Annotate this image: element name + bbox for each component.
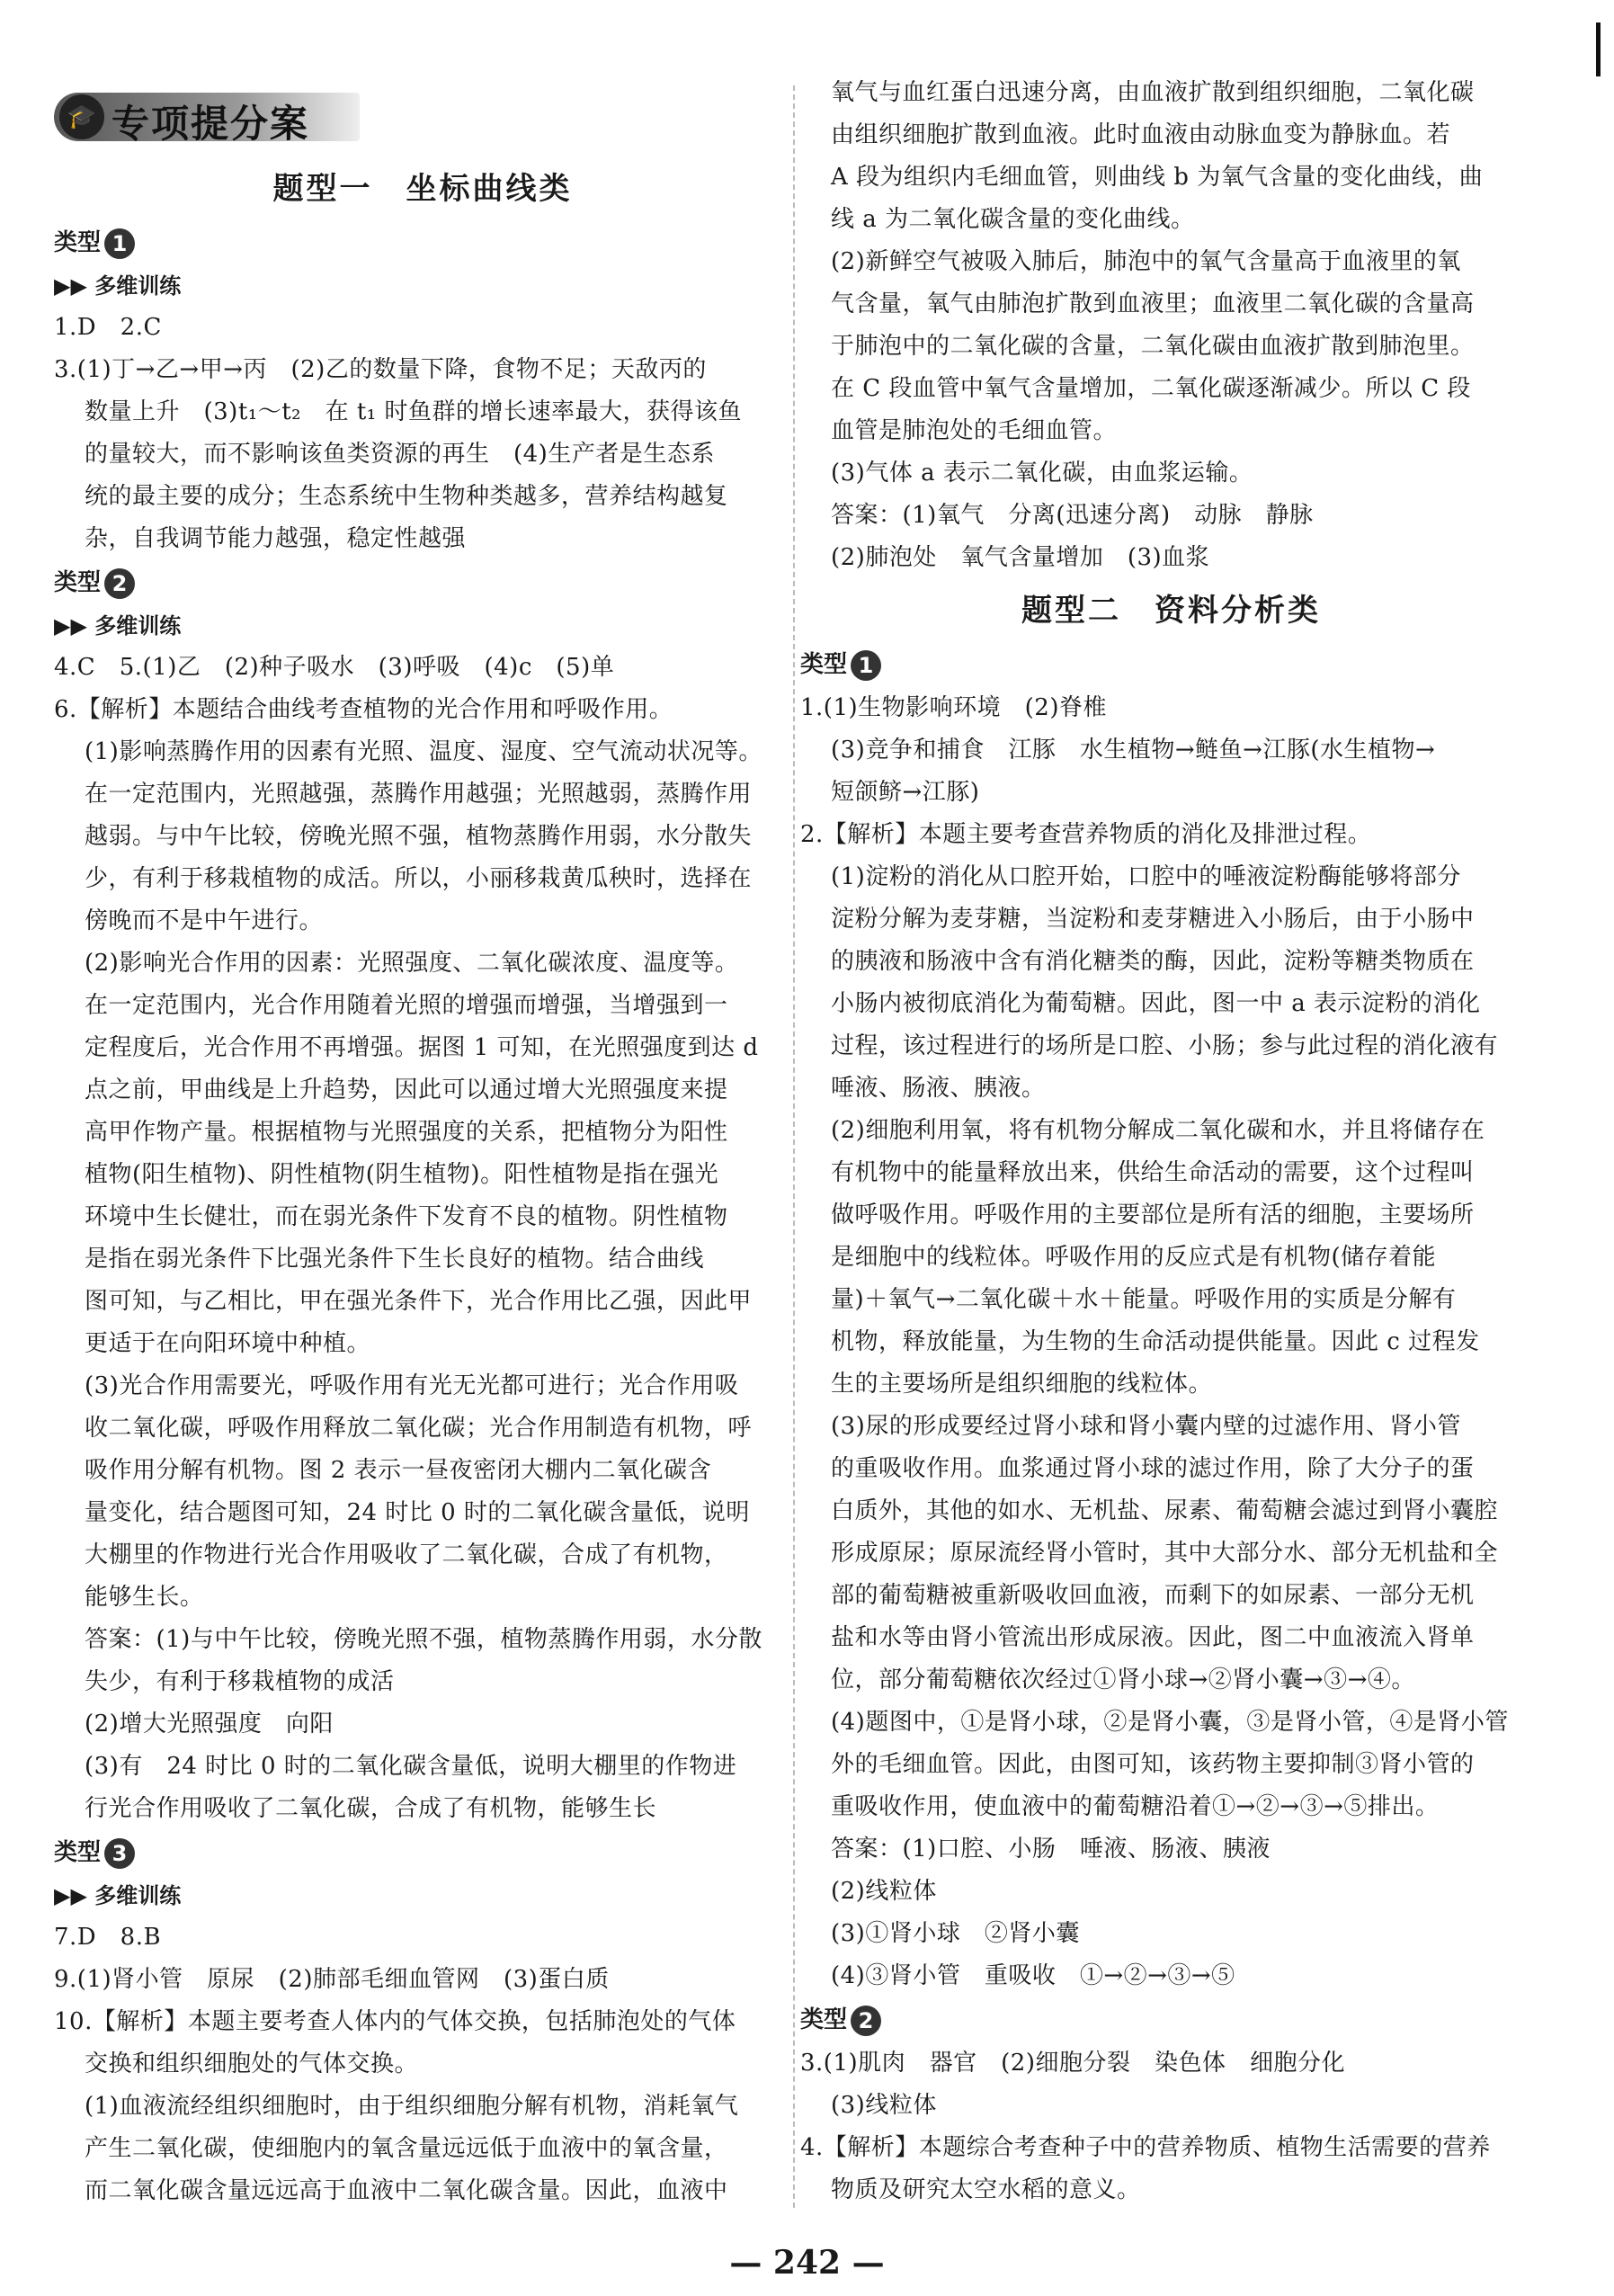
type-heading-2 — [54, 560, 791, 605]
type-number: 1 — [851, 650, 881, 681]
text-line: 生的主要场所是组织细胞的线粒体。 — [831, 1371, 1213, 1398]
answer-line: 答案：(1)与中午比较，傍晚光照不强，植物蒸腾作用弱，水分散 — [85, 1626, 762, 1653]
text-line: (1)淀粉的消化从口腔开始，口腔中的唾液淀粉酶能够将部分 — [831, 863, 1461, 890]
double-arrow-icon: ▶▶ — [54, 1883, 95, 1908]
text-line: 的胰液和肠液中含有消化糖类的酶，因此，淀粉等糖类物质在 — [831, 948, 1475, 975]
text-line: 形成原尿；原尿流经肾小管时，其中大部分水、部分无机盐和全 — [831, 1540, 1499, 1567]
text-line: (2)肺泡处 氧气含量增加 (3)血浆 — [831, 544, 1210, 571]
text-line: 白质外，其他的如水、无机盐、尿素、葡萄糖会滤过到肾小囊腔 — [831, 1497, 1499, 1524]
text-line: 收二氧化碳，呼吸作用释放二氧化碳；光合作用制造有机物，呼 — [85, 1415, 753, 1442]
text-line: 3.(1)肌肉 器官 (2)细胞分裂 染色体 细胞分化 — [800, 2050, 1345, 2077]
text-line: 量)＋氧气→二氧化碳＋水＋能量。呼吸作用的实质是分解有 — [831, 1286, 1457, 1313]
text-line: 植物(阳生植物)、阴性植物(阴生植物)。阳性植物是指在强光 — [85, 1161, 719, 1188]
type-label: 类型 — [800, 2006, 848, 2033]
type-heading-1 — [800, 642, 1542, 687]
type-heading-1 — [54, 220, 791, 265]
text-line: (3)①肾小球 ②肾小囊 — [831, 1920, 1080, 1947]
text-line: 机物，释放能量，为生物的生命活动提供能量。因此 c 过程发 — [831, 1328, 1480, 1355]
section-title-1: 题型一 坐标曲线类 — [272, 171, 573, 207]
text-line: 量变化，结合题图可知，24 时比 0 时的二氧化碳含量低，说明 — [85, 1499, 750, 1526]
text-line: 血管是肺泡处的毛细血管。 — [831, 417, 1118, 444]
type-heading-3 — [54, 1830, 791, 1875]
text-line: 小肠内被彻底消化为葡萄糖。因此，图一中 a 表示淀粉的消化 — [831, 990, 1481, 1017]
edge-rule — [1596, 22, 1601, 76]
double-arrow-icon: ▶▶ — [54, 273, 95, 299]
training-label: 多维训练 — [94, 1883, 182, 1908]
banner-title: 专项提分案 — [111, 102, 310, 146]
text-line: (3)光合作用需要光，呼吸作用有光无光都可进行；光合作用吸 — [85, 1372, 739, 1399]
text-line: 1.(1)生物影响环境 (2)脊椎 — [800, 694, 1107, 721]
text-line: 淀粉分解为麦芽糖，当淀粉和麦芽糖进入小肠后，由于小肠中 — [831, 906, 1475, 933]
training-label: 多维训练 — [94, 273, 182, 299]
text-line: 重吸收作用，使血液中的葡萄糖沿着①→②→③→⑤排出。 — [831, 1793, 1440, 1820]
text-line: 是细胞中的线粒体。呼吸作用的反应式是有机物(储存着能 — [831, 1244, 1437, 1271]
text-line: 在一定范围内，光照越强，蒸腾作用越强；光照越弱，蒸腾作用 — [85, 781, 753, 808]
text-line: (4)题图中，①是肾小球，②是肾小囊，③是肾小管，④是肾小管 — [831, 1709, 1509, 1736]
text-line: 2.【解析】本题主要考查营养物质的消化及排泄过程。 — [800, 821, 1372, 848]
text-line: 由组织细胞扩散到血液。此时血液由动脉血变为静脉血。若 — [831, 121, 1451, 148]
type-label: 类型 — [54, 1839, 102, 1866]
text-line: 而二氧化碳含量远远高于血液中二氧化碳含量。因此，血液中 — [85, 2177, 728, 2204]
page-number: — 242 — — [729, 2244, 885, 2282]
text-line: 在 C 段血管中氧气含量增加，二氧化碳逐渐减少。所以 C 段 — [831, 375, 1471, 402]
text-line: 交换和组织细胞处的气体交换。 — [85, 2050, 419, 2077]
text-line: 点之前，甲曲线是上升趋势，因此可以通过增大光照强度来提 — [85, 1077, 728, 1103]
text-line: 图可知，与乙相比，甲在强光条件下，光合作用比乙强，因此甲 — [85, 1288, 753, 1315]
text-line: 短颌鲚→江豚) — [831, 779, 980, 806]
text-line: (2)新鲜空气被吸入肺后，肺泡中的氧气含量高于血液里的氧 — [831, 248, 1461, 275]
text-line: 盐和水等由肾小管流出形成尿液。因此，图二中血液流入肾单 — [831, 1624, 1475, 1651]
training-heading — [54, 605, 791, 647]
type-number: 2 — [104, 568, 135, 599]
type-label: 类型 — [54, 229, 102, 256]
text-line: (3)竞争和捕食 江豚 水生植物→鲢鱼→江豚(水生植物→ — [831, 737, 1436, 764]
text-line: 行光合作用吸收了二氧化碳，合成了有机物，能够生长 — [85, 1795, 657, 1822]
text-line: 的重吸收作用。血浆通过肾小球的滤过作用，除了大分子的蛋 — [831, 1455, 1475, 1482]
section-title-2: 题型二 资料分析类 — [1021, 593, 1321, 629]
text-line: (4)③肾小管 重吸收 ①→②→③→⑤ — [831, 1962, 1235, 1989]
text-line: 物质及研究太空水稻的意义。 — [831, 2176, 1141, 2203]
text-line: 4.C 5.(1)乙 (2)种子吸水 (3)呼吸 (4)c (5)单 — [54, 654, 615, 681]
text-line: 能够生长。 — [85, 1584, 204, 1611]
text-line: 气含量，氧气由肺泡扩散到血液里；血液里二氧化碳的含量高 — [831, 290, 1475, 317]
text-line: 是指在弱光条件下比强光条件下生长良好的植物。结合曲线 — [85, 1246, 705, 1273]
left-column — [54, 85, 791, 2212]
graduation-cap-icon: 🎓 — [59, 94, 104, 139]
text-line: 线 a 为二氧化碳含量的变化曲线。 — [831, 206, 1195, 233]
text-line: 7.D 8.B — [54, 1924, 162, 1951]
text-line: A 段为组织内毛细血管，则曲线 b 为氧气含量的变化曲线，曲 — [831, 164, 1484, 191]
text-line: 部的葡萄糖被重新吸收回血液，而剩下的如尿素、一部分无机 — [831, 1582, 1475, 1609]
right-column — [800, 79, 1542, 2211]
text-line: 9.(1)肾小管 原尿 (2)肺部毛细血管网 (3)蛋白质 — [54, 1966, 610, 1993]
double-arrow-icon: ▶▶ — [54, 613, 95, 639]
text-line: 定程度后，光合作用不再增强。据图 1 可知，在光照强度到达 d — [85, 1034, 759, 1061]
text-line: 6.【解析】本题结合曲线考查植物的光合作用和呼吸作用。 — [54, 696, 673, 723]
text-line: 位，部分葡萄糖依次经过①肾小球→②肾小囊→③→④。 — [831, 1666, 1415, 1693]
text-line: 唾液、肠液、胰液。 — [831, 1075, 1046, 1102]
text-line: 做呼吸作用。呼吸作用的主要部位是所有活的细胞，主要场所 — [831, 1202, 1475, 1228]
type-number: 2 — [851, 2006, 881, 2036]
text-line: (3)尿的形成要经过肾小球和肾小囊内壁的过滤作用、肾小管 — [831, 1413, 1461, 1440]
text-line: 吸作用分解有机物。图 2 表示一昼夜密闭大棚内二氧化碳含 — [85, 1457, 712, 1484]
text-line: (3)有 24 时比 0 时的二氧化碳含量低，说明大棚里的作物进 — [85, 1753, 737, 1780]
text-line: (1)影响蒸腾作用的因素有光照、温度、湿度、空气流动状况等。 — [85, 738, 762, 765]
answer-line: 答案：(1)口腔、小肠 唾液、肠液、胰液 — [831, 1836, 1271, 1863]
text-line: 4.【解析】本题综合考查种子中的营养物质、植物生活需要的营养 — [800, 2134, 1491, 2161]
text-line: 10.【解析】本题主要考查人体内的气体交换，包括肺泡处的气体 — [54, 2008, 736, 2035]
text-line: 越弱。与中午比较，傍晚光照不强，植物蒸腾作用弱，水分散失 — [85, 823, 753, 850]
text-line: 失少，有利于移栽植物的成活 — [85, 1668, 395, 1695]
text-line: 外的毛细血管。因此，由图可知，该药物主要抑制③肾小管的 — [831, 1751, 1475, 1778]
answer-line: 答案：(1)氧气 分离(迅速分离) 动脉 静脉 — [831, 502, 1314, 529]
type-heading-2 — [800, 1997, 1542, 2042]
text-line: 环境中生长健壮，而在弱光条件下发育不良的植物。阴性植物 — [85, 1203, 728, 1230]
text-line: 大棚里的作物进行光合作用吸收了二氧化碳，合成了有机物， — [85, 1541, 728, 1568]
text-line: 氧气与血红蛋白迅速分离，由血液扩散到组织细胞，二氧化碳 — [831, 79, 1475, 106]
text-line: 于肺泡中的二氧化碳的含量，二氧化碳由血液扩散到肺泡里。 — [831, 333, 1475, 360]
training-label: 多维训练 — [94, 613, 182, 639]
text-line: 杂，自我调节能力越强，稳定性越强 — [85, 525, 467, 552]
text-line: (1)血液流经组织细胞时，由于组织细胞分解有机物，消耗氧气 — [85, 2093, 739, 2120]
text-line: 更适于在向阳环境中种植。 — [85, 1330, 371, 1357]
text-line: 有机物中的能量释放出来，供给生命活动的需要，这个过程叫 — [831, 1159, 1475, 1186]
type-label: 类型 — [800, 651, 848, 678]
text-line: 傍晚而不是中午进行。 — [85, 907, 324, 934]
text-line: 3.(1)丁→乙→甲→丙 (2)乙的数量下降，食物不足；天敌丙的 — [54, 356, 707, 383]
text-line: (2)线粒体 — [831, 1878, 937, 1905]
text-line: 少，有利于移栽植物的成活。所以，小丽移栽黄瓜秧时，选择在 — [85, 865, 753, 892]
text-line: (3)气体 a 表示二氧化碳，由血浆运输。 — [831, 460, 1253, 487]
type-number: 3 — [104, 1838, 135, 1869]
column-separator — [793, 85, 795, 2208]
text-line: (3)线粒体 — [831, 2092, 937, 2119]
text-line: 的量较大，而不影响该鱼类资源的再生 (4)生产者是生态系 — [85, 441, 715, 468]
training-heading — [54, 265, 791, 307]
header-banner — [54, 85, 791, 148]
training-heading — [54, 1875, 791, 1916]
type-number: 1 — [104, 228, 135, 259]
text-line: 统的最主要的成分；生态系统中生物种类越多，营养结构越复 — [85, 483, 728, 510]
text-line: (2)细胞利用氧，将有机物分解成二氧化碳和水，并且将储存在 — [831, 1117, 1485, 1144]
text-line: (2)增大光照强度 向阳 — [85, 1711, 334, 1738]
text-line: 产生二氧化碳，使细胞内的氧含量远远低于血液中的氧含量， — [85, 2135, 728, 2162]
text-line: 1.D 2.C — [54, 314, 162, 341]
text-line: (2)影响光合作用的因素：光照强度、二氧化碳浓度、温度等。 — [85, 950, 739, 977]
type-label: 类型 — [54, 569, 102, 596]
text-line: 在一定范围内，光合作用随着光照的增强而增强，当增强到一 — [85, 992, 728, 1019]
text-line: 过程，该过程进行的场所是口腔、小肠；参与此过程的消化液有 — [831, 1032, 1499, 1059]
text-line: 数量上升 (3)t₁～t₂ 在 t₁ 时鱼群的增长速率最大，获得该鱼 — [85, 398, 742, 425]
text-line: 高甲作物产量。根据植物与光照强度的关系，把植物分为阳性 — [85, 1119, 728, 1146]
